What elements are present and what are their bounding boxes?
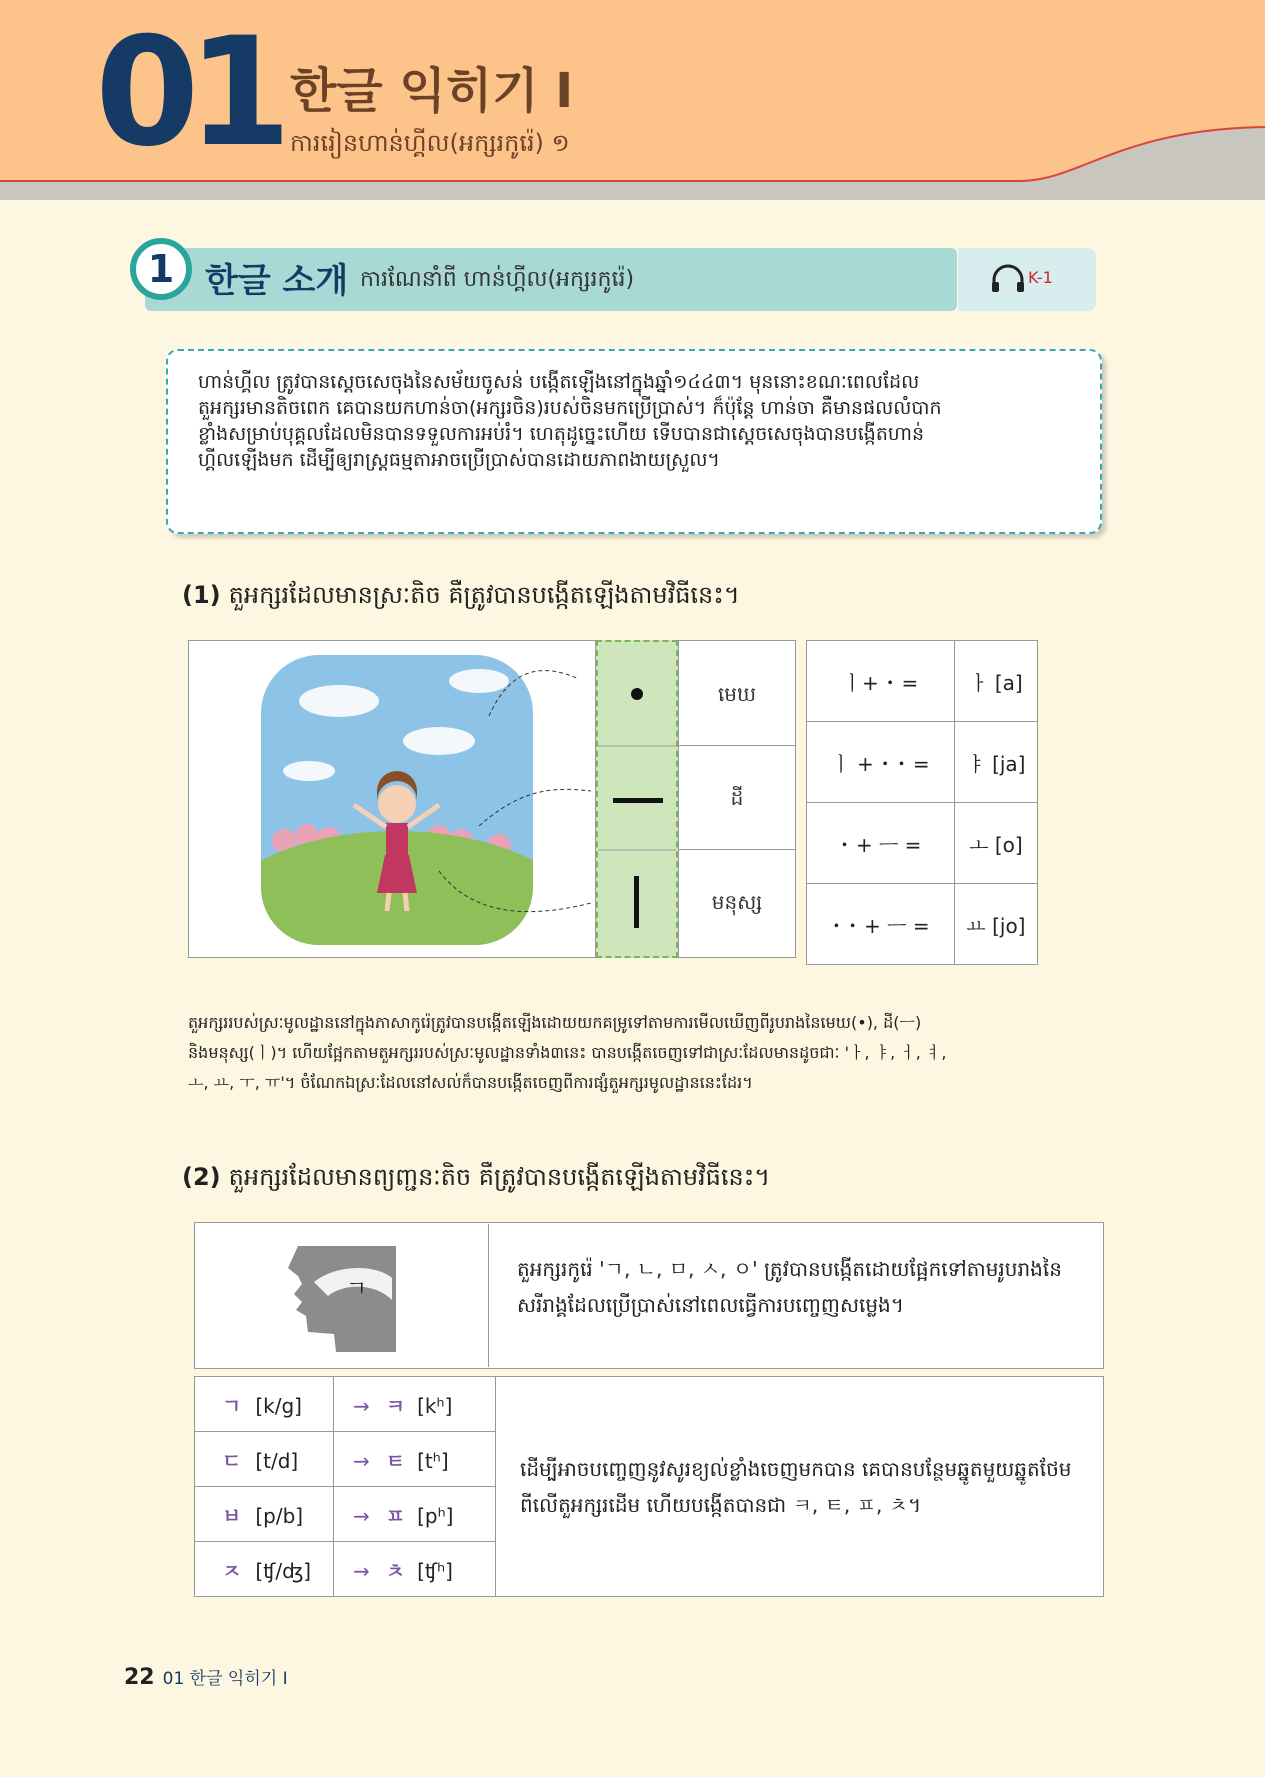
articulation-box bbox=[194, 1222, 1104, 1369]
page-footer bbox=[124, 1664, 288, 1690]
chapter-number: 01 bbox=[95, 6, 280, 180]
aspirated-consonant-cell: → ㅌ [tʰ] bbox=[334, 1432, 496, 1487]
articulation-text: តួអក្សរកូរ៉េ 'ㄱ, ㄴ, ㅁ, ㅅ, ㅇ' ត្រូវបានបង្កើតដោយផ្អែកទៅតាមរូបរាងនៃសរីរាង្គដែលប្រើប្រាស់នៅពេលធ្វើការបញ្ចេញសម្លេង។ bbox=[517, 1257, 1062, 1317]
page-number: 22 bbox=[124, 1665, 155, 1690]
vowel-note: តួអក្សររបស់ស្រៈមូលដ្ឋាននៅក្នុងភាសាកូរ៉េត្រូវបានបង្កើតឡើងដោយយកគម្រូទៅតាមការមើលឃើញពីរូបរាងនៃមេឃ(•), ដី(ㅡ) និងមនុស្ស(ㅣ)។ ហើយផ្អែកតាមតួអក្សររបស់ស្រៈមូលដ្ឋានទាំង៣នេះ បានបង្កើតចេញទៅជាស្រៈដែលមានដូចជាៈ 'ㅏ, ㅑ, ㅓ, ㅕ, ㅗ, ㅛ, ㅜ, ㅠ'។ ចំណែកឯស្រៈដែលនៅសល់ក៏បានបង្កើតចេញពីការផ្សំតួអក្សរមូលដ្ឋាននេះដែរ។ bbox=[188, 1013, 947, 1092]
section-number-badge: 1 bbox=[130, 238, 192, 300]
divider bbox=[679, 849, 795, 850]
intro-box bbox=[166, 349, 1102, 534]
audio-track-label: K-1 bbox=[1028, 268, 1053, 287]
meaning-sky: មេឃ bbox=[717, 682, 757, 706]
girl-illustration bbox=[189, 641, 597, 959]
base-consonant-cell: ㅈ [ʧ/ʤ] bbox=[195, 1542, 334, 1597]
mouth-diagram-cell bbox=[196, 1224, 489, 1367]
aspirated-consonant-cell: → ㅊ [ʧʰ] bbox=[334, 1542, 496, 1597]
aspirated-consonant-cell: → ㅋ [kʰ] bbox=[334, 1377, 496, 1432]
table-row bbox=[807, 803, 1038, 884]
consonant-table bbox=[194, 1376, 1104, 1597]
vowel-result: ㅏ [a] bbox=[954, 641, 1037, 722]
divider bbox=[679, 745, 795, 746]
part1-heading: (1) តួអក្សរដែលមានស្រៈតិច គឺត្រូវបានបង្កើតឡើងតាមវិធីនេះ។ bbox=[182, 581, 740, 609]
table-row bbox=[807, 641, 1038, 722]
footer-chapter: 01 한글 익히기 I bbox=[162, 1669, 288, 1689]
header-gray-strip bbox=[0, 182, 1265, 200]
headphones-icon[interactable] bbox=[990, 262, 1026, 294]
intro-text: ហាន់ហ្គីល ត្រូវបានស្ដេចសេចុងនៃសម័យចូសន់ បង្កើតឡើងនៅក្នុងឆ្នាំ១៤៤៣។ មុននោះខណៈពេលដែល តួអក្សរមានតិចពេក គេបានយកហាន់ចា(អក្សរចិន)របស់ចិនមកប្រើប្រាស់។ ក៏ប៉ុន្តែ ហាន់ចា គឺមានផលលំបាក ខ្លាំងសម្រាប់បុគ្គលដែលមិនបានទទួលការអប់រំ។ ហេតុដូច្នេះហើយ ទើបបានជាស្ដេចសេចុងបានបង្កើតហាន់ ហ្គីលឡើងមក ដើម្បីឲ្យរាស្ត្រធម្មតាអាចប្រើប្រាស់បានដោយភាពងាយស្រួល។ bbox=[198, 371, 942, 471]
table-row bbox=[807, 722, 1038, 803]
vowel-equation: ㅣ + ･ ･ = bbox=[807, 722, 955, 803]
chapter-subtitle: ការរៀនហាន់ហ្គីល(អក្សរកូរ៉េ) ១ bbox=[290, 129, 570, 157]
section-subtitle: ការណែនាំពី ហាន់ហ្គីល(អក្សរកូរ៉េ) bbox=[360, 267, 635, 292]
section-title: 한글 소개 bbox=[205, 261, 349, 301]
part2-heading: (2) តួអក្សរដែលមានព្យញ្ជនៈតិច គឺត្រូវបានបង្កើតឡើងតាមវិធីនេះ។ bbox=[182, 1163, 771, 1191]
base-consonant-cell: ㄷ [t/d] bbox=[195, 1432, 334, 1487]
table-row bbox=[807, 884, 1038, 965]
aspirated-consonant-cell: → ㅍ [pʰ] bbox=[334, 1487, 496, 1542]
vowel-result: ㅛ [jo] bbox=[954, 884, 1037, 965]
vowel-stroke-shapes bbox=[598, 642, 676, 956]
table-row bbox=[195, 1377, 1104, 1432]
vowel-equation: ･ + ㅡ = bbox=[807, 803, 955, 884]
meaning-earth: ដី bbox=[730, 786, 744, 810]
vowel-result: ㅑ [ja] bbox=[954, 722, 1037, 803]
vowel-meaning-column bbox=[678, 640, 796, 958]
vowel-stroke-column bbox=[596, 640, 678, 958]
vowel-equation: ･ ･ + ㅡ = bbox=[807, 884, 955, 965]
mouth-profile-icon bbox=[196, 1224, 488, 1367]
base-consonant-cell: ㅂ [p/b] bbox=[195, 1487, 334, 1542]
vowel-result: ㅗ [o] bbox=[954, 803, 1037, 884]
meaning-human: មនុស្ស bbox=[711, 890, 763, 914]
base-consonant-cell: ㄱ [k/g] bbox=[195, 1377, 334, 1432]
audio-track-box[interactable] bbox=[958, 248, 1096, 311]
aspiration-description: ដើម្បីអាចបញ្ចេញនូវសូរខ្យល់ខ្លាំងចេញមកបាន គេបានបន្ថែមឆ្នូតមួយឆ្នូតថែមពីលើតួអក្សរដើម ហើយបង្កើតបានជា ㅋ, ㅌ, ㅍ, ㅊ។ bbox=[496, 1377, 1104, 1597]
svg-text:ㄱ: ㄱ bbox=[346, 1277, 368, 1302]
vowel-formation-table bbox=[806, 640, 1038, 965]
vowel-equation: ㅣ+ ･ = bbox=[807, 641, 955, 722]
illustration-box bbox=[188, 640, 596, 958]
chapter-title: 한글 익히기 I bbox=[290, 63, 574, 119]
